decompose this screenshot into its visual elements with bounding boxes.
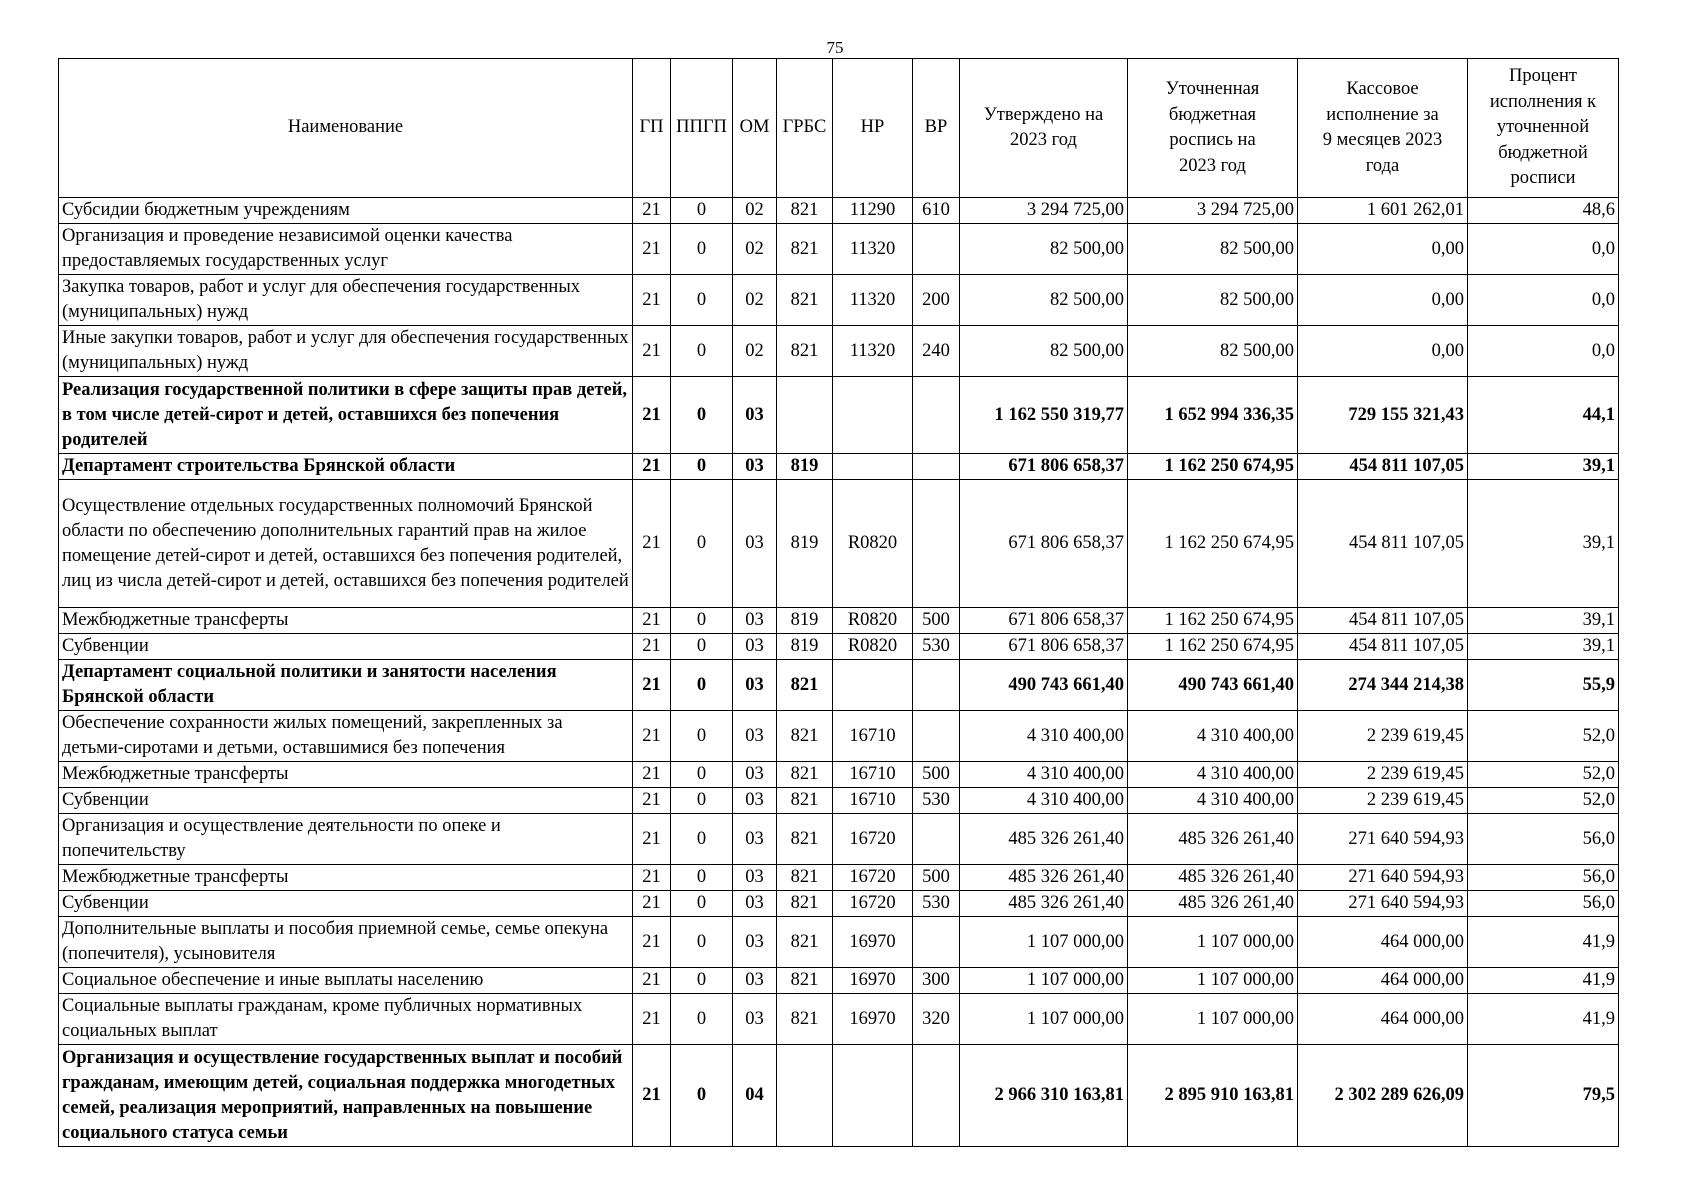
cell-vr: 500	[913, 762, 960, 788]
table-row	[59, 917, 1619, 968]
cell-nr: 16970	[833, 968, 913, 994]
cell-percent: 0,0	[1468, 326, 1619, 377]
col-header-om: ОМ	[733, 59, 777, 198]
cell-nr: 11320	[833, 224, 913, 275]
cell-percent: 0,0	[1468, 275, 1619, 326]
cell-cash: 271 640 594,93	[1298, 814, 1468, 865]
cell-ppgp: 0	[671, 326, 733, 377]
cell-vr: 500	[913, 865, 960, 891]
cell-percent: 79,5	[1468, 1045, 1619, 1147]
cell-percent: 55,9	[1468, 660, 1619, 711]
cell-name: Обеспечение сохранности жилых помещений, закрепленных за детьми-сиротами и детьми, оставшимися без попечения	[59, 711, 633, 762]
cell-name: Департамент строительства Брянской области	[59, 454, 633, 480]
cell-nr	[833, 660, 913, 711]
col-header-name: Наименование	[59, 59, 633, 198]
cell-gp: 21	[633, 917, 671, 968]
cell-name: Департамент социальной политики и занятости населения Брянской области	[59, 660, 633, 711]
cell-ppgp: 0	[671, 865, 733, 891]
cell-refined: 82 500,00	[1128, 224, 1298, 275]
col-header-cash: Кассовое исполнение за 9 месяцев 2023 года	[1298, 59, 1468, 198]
cell-refined: 1 162 250 674,95	[1128, 454, 1298, 480]
cell-percent: 41,9	[1468, 994, 1619, 1045]
col-header-gp: ГП	[633, 59, 671, 198]
cell-grbs: 821	[777, 762, 833, 788]
cell-approved: 671 806 658,37	[960, 634, 1128, 660]
cell-refined: 4 310 400,00	[1128, 788, 1298, 814]
cell-grbs: 819	[777, 480, 833, 608]
table-header-row	[59, 59, 1619, 198]
cell-approved: 671 806 658,37	[960, 608, 1128, 634]
cell-refined: 3 294 725,00	[1128, 198, 1298, 224]
cell-om: 03	[733, 994, 777, 1045]
table-row	[59, 634, 1619, 660]
cell-cash: 454 811 107,05	[1298, 480, 1468, 608]
cell-grbs	[777, 1045, 833, 1147]
cell-grbs: 821	[777, 891, 833, 917]
cell-vr	[913, 224, 960, 275]
cell-om: 03	[733, 711, 777, 762]
cell-nr	[833, 454, 913, 480]
cell-refined: 490 743 661,40	[1128, 660, 1298, 711]
cell-approved: 82 500,00	[960, 326, 1128, 377]
cell-gp: 21	[633, 454, 671, 480]
cell-vr: 240	[913, 326, 960, 377]
table-row	[59, 454, 1619, 480]
cell-name: Субвенции	[59, 634, 633, 660]
cell-grbs: 821	[777, 275, 833, 326]
table-row	[59, 608, 1619, 634]
cell-gp: 21	[633, 377, 671, 454]
cell-om: 03	[733, 634, 777, 660]
cell-approved: 485 326 261,40	[960, 865, 1128, 891]
cell-ppgp: 0	[671, 275, 733, 326]
cell-name: Межбюджетные трансферты	[59, 608, 633, 634]
table-row	[59, 788, 1619, 814]
cell-grbs: 819	[777, 634, 833, 660]
cell-percent: 41,9	[1468, 917, 1619, 968]
col-header-percent: Процент исполнения к уточненной бюджетной росписи	[1468, 59, 1619, 198]
cell-percent: 39,1	[1468, 608, 1619, 634]
cell-om: 03	[733, 917, 777, 968]
cell-gp: 21	[633, 275, 671, 326]
cell-refined: 1 652 994 336,35	[1128, 377, 1298, 454]
cell-om: 03	[733, 660, 777, 711]
col-header-grbs: ГРБС	[777, 59, 833, 198]
cell-vr: 530	[913, 634, 960, 660]
cell-ppgp: 0	[671, 660, 733, 711]
cell-name: Социальные выплаты гражданам, кроме публичных нормативных социальных выплат	[59, 994, 633, 1045]
cell-cash: 464 000,00	[1298, 917, 1468, 968]
cell-vr	[913, 377, 960, 454]
cell-nr: 16710	[833, 762, 913, 788]
cell-cash: 454 811 107,05	[1298, 634, 1468, 660]
cell-percent: 39,1	[1468, 454, 1619, 480]
cell-percent: 39,1	[1468, 480, 1619, 608]
cell-percent: 0,0	[1468, 224, 1619, 275]
cell-approved: 1 162 550 319,77	[960, 377, 1128, 454]
cell-refined: 1 107 000,00	[1128, 917, 1298, 968]
cell-approved: 485 326 261,40	[960, 814, 1128, 865]
cell-nr: 16970	[833, 994, 913, 1045]
cell-nr: R0820	[833, 608, 913, 634]
cell-refined: 1 107 000,00	[1128, 968, 1298, 994]
cell-refined: 82 500,00	[1128, 326, 1298, 377]
cell-refined: 485 326 261,40	[1128, 891, 1298, 917]
cell-name: Организация и проведение независимой оценки качества предоставляемых государственных услуг	[59, 224, 633, 275]
cell-name: Субвенции	[59, 891, 633, 917]
cell-nr: R0820	[833, 480, 913, 608]
cell-refined: 1 162 250 674,95	[1128, 608, 1298, 634]
cell-ppgp: 0	[671, 814, 733, 865]
cell-approved: 1 107 000,00	[960, 994, 1128, 1045]
cell-refined: 82 500,00	[1128, 275, 1298, 326]
cell-approved: 1 107 000,00	[960, 968, 1128, 994]
cell-om: 02	[733, 224, 777, 275]
cell-grbs: 821	[777, 788, 833, 814]
cell-approved: 2 966 310 163,81	[960, 1045, 1128, 1147]
cell-percent: 52,0	[1468, 762, 1619, 788]
cell-grbs: 821	[777, 968, 833, 994]
cell-refined: 1 162 250 674,95	[1128, 634, 1298, 660]
cell-approved: 3 294 725,00	[960, 198, 1128, 224]
cell-om: 03	[733, 762, 777, 788]
cell-ppgp: 0	[671, 480, 733, 608]
cell-cash: 2 239 619,45	[1298, 788, 1468, 814]
cell-refined: 4 310 400,00	[1128, 711, 1298, 762]
cell-gp: 21	[633, 198, 671, 224]
cell-cash: 274 344 214,38	[1298, 660, 1468, 711]
cell-grbs: 821	[777, 994, 833, 1045]
cell-vr	[913, 917, 960, 968]
col-header-nr: НР	[833, 59, 913, 198]
cell-cash: 1 601 262,01	[1298, 198, 1468, 224]
cell-nr: R0820	[833, 634, 913, 660]
cell-grbs: 821	[777, 326, 833, 377]
cell-refined: 1 162 250 674,95	[1128, 480, 1298, 608]
cell-approved: 4 310 400,00	[960, 762, 1128, 788]
cell-percent: 48,6	[1468, 198, 1619, 224]
table-row	[59, 994, 1619, 1045]
cell-gp: 21	[633, 865, 671, 891]
cell-percent: 39,1	[1468, 634, 1619, 660]
cell-vr	[913, 1045, 960, 1147]
cell-name: Закупка товаров, работ и услуг для обеспечения государственных (муниципальных) нужд	[59, 275, 633, 326]
cell-grbs	[777, 377, 833, 454]
cell-grbs: 821	[777, 917, 833, 968]
cell-vr: 610	[913, 198, 960, 224]
table-row	[59, 814, 1619, 865]
cell-om: 03	[733, 865, 777, 891]
cell-approved: 671 806 658,37	[960, 454, 1128, 480]
cell-name: Межбюджетные трансферты	[59, 865, 633, 891]
cell-cash: 454 811 107,05	[1298, 608, 1468, 634]
cell-grbs: 819	[777, 608, 833, 634]
col-header-refined: Уточненная бюджетная роспись на 2023 год	[1128, 59, 1298, 198]
cell-ppgp: 0	[671, 917, 733, 968]
table-row	[59, 480, 1619, 608]
cell-vr: 500	[913, 608, 960, 634]
cell-name: Организация и осуществление государственных выплат и пособий гражданам, имеющим детей, социальная поддержка многодетных семей, реализация мероприятий, направленных на повышение социального статуса семьи	[59, 1045, 633, 1147]
col-header-ppgp: ППГП	[671, 59, 733, 198]
cell-cash: 2 239 619,45	[1298, 762, 1468, 788]
cell-vr: 300	[913, 968, 960, 994]
cell-name: Осуществление отдельных государственных полномочий Брянской области по обеспечению дополнительных гарантий прав на жилое помещение детей-сирот и детей, оставшихся без попечения родителей, лиц из числа детей-сирот и детей, оставшихся без попечения родителей	[59, 480, 633, 608]
cell-gp: 21	[633, 711, 671, 762]
cell-vr	[913, 454, 960, 480]
cell-ppgp: 0	[671, 454, 733, 480]
cell-vr	[913, 480, 960, 608]
cell-gp: 21	[633, 224, 671, 275]
cell-percent: 56,0	[1468, 865, 1619, 891]
cell-gp: 21	[633, 326, 671, 377]
cell-name: Субсидии бюджетным учреждениям	[59, 198, 633, 224]
cell-nr: 11320	[833, 275, 913, 326]
cell-percent: 44,1	[1468, 377, 1619, 454]
cell-gp: 21	[633, 762, 671, 788]
cell-vr: 200	[913, 275, 960, 326]
cell-gp: 21	[633, 480, 671, 608]
cell-om: 02	[733, 198, 777, 224]
cell-nr: 11320	[833, 326, 913, 377]
cell-om: 03	[733, 480, 777, 608]
cell-gp: 21	[633, 994, 671, 1045]
cell-refined: 4 310 400,00	[1128, 762, 1298, 788]
cell-vr	[913, 711, 960, 762]
cell-vr	[913, 814, 960, 865]
cell-nr: 16720	[833, 814, 913, 865]
cell-cash: 454 811 107,05	[1298, 454, 1468, 480]
cell-cash: 2 239 619,45	[1298, 711, 1468, 762]
cell-om: 03	[733, 968, 777, 994]
cell-nr: 16720	[833, 891, 913, 917]
col-header-vr: ВР	[913, 59, 960, 198]
cell-name: Иные закупки товаров, работ и услуг для обеспечения государственных (муниципальных) нужд	[59, 326, 633, 377]
cell-cash: 464 000,00	[1298, 994, 1468, 1045]
cell-ppgp: 0	[671, 762, 733, 788]
cell-om: 03	[733, 891, 777, 917]
table-row	[59, 198, 1619, 224]
table-row	[59, 968, 1619, 994]
col-header-approved: Утверждено на 2023 год	[960, 59, 1128, 198]
cell-nr: 16970	[833, 917, 913, 968]
cell-approved: 485 326 261,40	[960, 891, 1128, 917]
cell-om: 04	[733, 1045, 777, 1147]
cell-cash: 464 000,00	[1298, 968, 1468, 994]
cell-approved: 4 310 400,00	[960, 788, 1128, 814]
cell-percent: 52,0	[1468, 788, 1619, 814]
cell-approved: 1 107 000,00	[960, 917, 1128, 968]
cell-grbs: 819	[777, 454, 833, 480]
cell-nr: 16710	[833, 711, 913, 762]
cell-om: 03	[733, 814, 777, 865]
cell-name: Реализация государственной политики в сфере защиты прав детей, в том числе детей-сирот и детей, оставшихся без попечения родителей	[59, 377, 633, 454]
cell-grbs: 821	[777, 814, 833, 865]
cell-name: Социальное обеспечение и иные выплаты населению	[59, 968, 633, 994]
cell-percent: 56,0	[1468, 891, 1619, 917]
table-row	[59, 1045, 1619, 1147]
cell-cash: 0,00	[1298, 326, 1468, 377]
cell-vr: 530	[913, 891, 960, 917]
cell-name: Дополнительные выплаты и пособия приемной семье, семье опекуна (попечителя), усыновителя	[59, 917, 633, 968]
cell-ppgp: 0	[671, 994, 733, 1045]
cell-vr	[913, 660, 960, 711]
cell-gp: 21	[633, 1045, 671, 1147]
cell-ppgp: 0	[671, 711, 733, 762]
cell-grbs: 821	[777, 198, 833, 224]
cell-ppgp: 0	[671, 224, 733, 275]
cell-ppgp: 0	[671, 198, 733, 224]
cell-percent: 41,9	[1468, 968, 1619, 994]
cell-cash: 729 155 321,43	[1298, 377, 1468, 454]
cell-nr: 16710	[833, 788, 913, 814]
table-row	[59, 711, 1619, 762]
cell-gp: 21	[633, 788, 671, 814]
cell-nr	[833, 1045, 913, 1147]
cell-cash: 2 302 289 626,09	[1298, 1045, 1468, 1147]
cell-gp: 21	[633, 968, 671, 994]
cell-ppgp: 0	[671, 608, 733, 634]
cell-om: 03	[733, 377, 777, 454]
page-number: 75	[826, 38, 844, 57]
budget-execution-table	[58, 58, 1619, 1147]
cell-percent: 52,0	[1468, 711, 1619, 762]
cell-om: 03	[733, 608, 777, 634]
cell-approved: 671 806 658,37	[960, 480, 1128, 608]
cell-name: Организация и осуществление деятельности по опеке и попечительству	[59, 814, 633, 865]
cell-gp: 21	[633, 634, 671, 660]
cell-approved: 82 500,00	[960, 224, 1128, 275]
cell-grbs: 821	[777, 224, 833, 275]
cell-vr: 530	[913, 788, 960, 814]
cell-om: 03	[733, 788, 777, 814]
cell-gp: 21	[633, 891, 671, 917]
cell-ppgp: 0	[671, 891, 733, 917]
cell-refined: 1 107 000,00	[1128, 994, 1298, 1045]
cell-ppgp: 0	[671, 1045, 733, 1147]
cell-nr	[833, 377, 913, 454]
cell-name: Субвенции	[59, 788, 633, 814]
cell-grbs: 821	[777, 660, 833, 711]
cell-refined: 485 326 261,40	[1128, 814, 1298, 865]
cell-ppgp: 0	[671, 634, 733, 660]
table-row	[59, 326, 1619, 377]
table-row	[59, 660, 1619, 711]
cell-grbs: 821	[777, 711, 833, 762]
table-row	[59, 865, 1619, 891]
table-body	[59, 198, 1619, 1147]
cell-approved: 4 310 400,00	[960, 711, 1128, 762]
cell-approved: 82 500,00	[960, 275, 1128, 326]
cell-name: Межбюджетные трансферты	[59, 762, 633, 788]
cell-refined: 485 326 261,40	[1128, 865, 1298, 891]
cell-cash: 271 640 594,93	[1298, 891, 1468, 917]
table-row	[59, 762, 1619, 788]
cell-grbs: 821	[777, 865, 833, 891]
cell-vr: 320	[913, 994, 960, 1045]
cell-ppgp: 0	[671, 968, 733, 994]
cell-gp: 21	[633, 660, 671, 711]
cell-cash: 271 640 594,93	[1298, 865, 1468, 891]
table-row	[59, 275, 1619, 326]
cell-gp: 21	[633, 608, 671, 634]
cell-ppgp: 0	[671, 377, 733, 454]
cell-ppgp: 0	[671, 788, 733, 814]
table-row	[59, 224, 1619, 275]
cell-om: 02	[733, 326, 777, 377]
cell-percent: 56,0	[1468, 814, 1619, 865]
table-row	[59, 891, 1619, 917]
cell-om: 02	[733, 275, 777, 326]
cell-gp: 21	[633, 814, 671, 865]
cell-cash: 0,00	[1298, 275, 1468, 326]
cell-nr: 16720	[833, 865, 913, 891]
cell-cash: 0,00	[1298, 224, 1468, 275]
cell-refined: 2 895 910 163,81	[1128, 1045, 1298, 1147]
cell-om: 03	[733, 454, 777, 480]
cell-nr: 11290	[833, 198, 913, 224]
cell-approved: 490 743 661,40	[960, 660, 1128, 711]
table-row	[59, 377, 1619, 454]
